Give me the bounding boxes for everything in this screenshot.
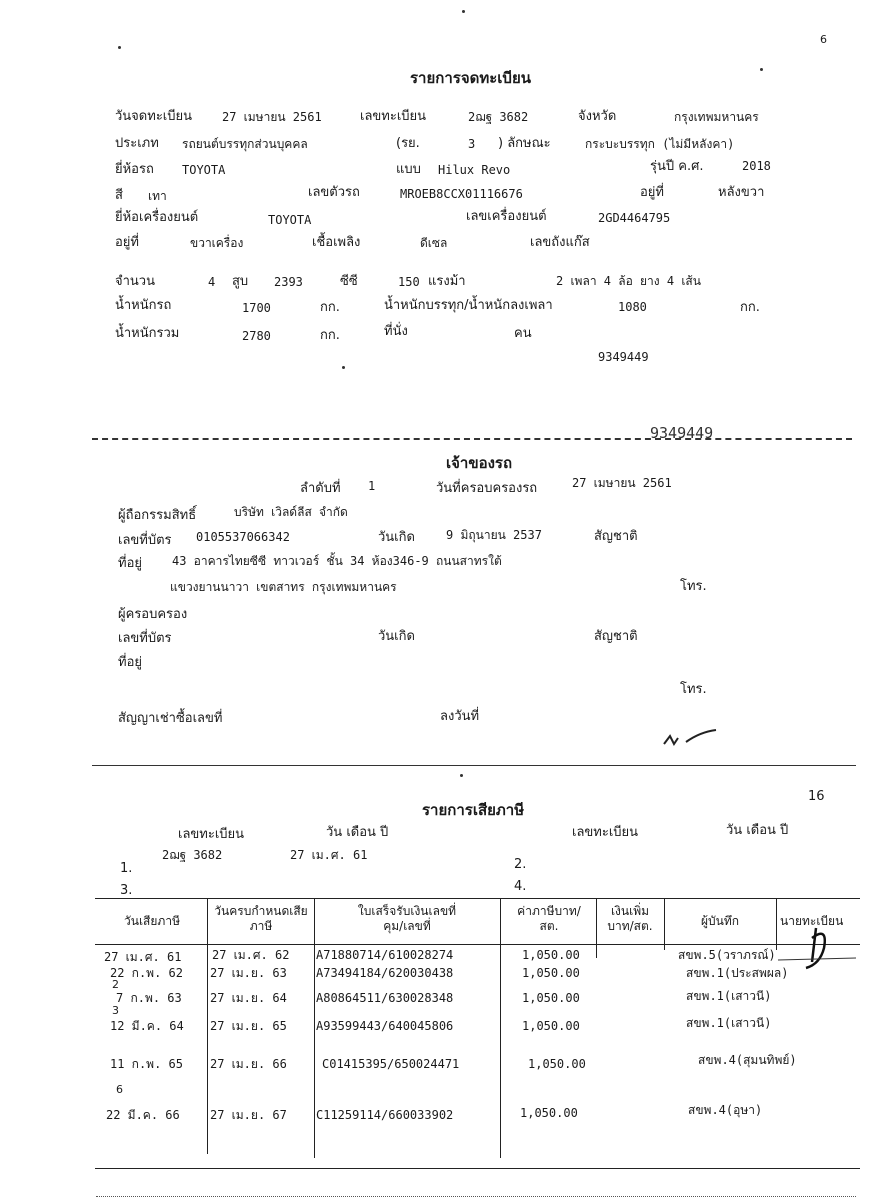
chassis-value: MROEB8CCX01116676: [400, 187, 523, 201]
row-paid-date: 27 เม.ศ. 61: [104, 950, 182, 964]
section-separator: [92, 765, 856, 766]
row-paid-date: 12 มี.ค. 64: [110, 1019, 184, 1033]
engine-number-label: เลขเครื่องยนต์: [466, 209, 547, 224]
possession-date-value: 27 เมษายน 2561: [572, 476, 672, 490]
scan-speck: [760, 68, 763, 71]
row-recorder: สขพ.4(สุมนทิพย์): [698, 1053, 797, 1067]
reg-number-value: 2ฌฐ 3682: [468, 110, 529, 124]
payload-value: 1080: [618, 300, 647, 314]
row-tax: 1,050.00: [522, 991, 580, 1005]
type-code-close: ) ลักษณะ: [498, 136, 551, 151]
owner-address-line2: แขวงยานนาวา เขตสาทร กรุงเทพมหานคร: [170, 580, 397, 594]
section-separator: [92, 438, 852, 440]
type-label: ประเภท: [115, 136, 159, 151]
type-code-number: 3: [468, 137, 476, 151]
row-due-date: 27 เม.ย. 66: [210, 1057, 287, 1071]
owner-id-label: เลขที่บัตร: [118, 533, 172, 548]
fuel-label: เชื้อเพลิง: [312, 235, 361, 250]
row-tax: 1,050.00: [522, 966, 580, 980]
engine-location-value: ขวาเครื่อง: [190, 236, 244, 250]
row-due-date: 27 เม.ย. 65: [210, 1019, 287, 1033]
row-tax: 1,050.00: [528, 1057, 586, 1071]
color-label: สี: [115, 188, 123, 203]
weight-label: น้ำหนักรถ: [115, 298, 172, 313]
owner-phone-label: โทร.: [680, 579, 707, 594]
fuel-value: ดีเซล: [420, 236, 448, 250]
row-recorder: สขพ.1(เสาวนี): [686, 989, 772, 1003]
payload-label: น้ำหนักบรรทุก/น้ำหนักลงเพลา: [384, 298, 553, 313]
table-header-rule: [95, 944, 860, 945]
row-due-date: 27 เม.ศ. 62: [212, 948, 290, 962]
owner-address-line1: 43 อาคารไทยซีซี ทาวเวอร์ ชั้น 34 ห้อง346-9 ถนนสาทรใต้: [172, 554, 502, 568]
tax-left-date: 27 เม.ศ. 61: [290, 848, 368, 862]
gross-weight-value: 2780: [242, 329, 271, 343]
header-receipt: ใบเสร็จรับเงินเลขที่คุม/เลขที่: [357, 904, 457, 933]
owner-address-label: ที่อยู่: [118, 556, 142, 571]
nature-value: กระบะบรรทุก (ไม่มีหลังคา): [585, 137, 735, 151]
table-col-rule: [500, 898, 501, 1158]
row-tax: 1,050.00: [520, 1106, 578, 1120]
tax-slot-2: 2.: [514, 857, 527, 872]
row-recorder: สขพ.1(เสาวนี): [686, 1016, 772, 1030]
table-top-rule: [95, 898, 860, 899]
cc-value: 2393: [274, 275, 303, 289]
row-paid-date: 22 มี.ค. 66: [106, 1108, 180, 1122]
row-receipt: C01415395/650024471: [322, 1057, 460, 1071]
owner-nationality-label: สัญชาติ: [594, 529, 638, 544]
reg-date-label: วันจดทะเบียน: [115, 109, 192, 124]
row-paid-date: 22 ก.พ. 62: [110, 966, 183, 980]
header-due-date: วันครบกำหนดเสียภาษี: [214, 904, 308, 933]
serial-number: 9349449: [598, 350, 649, 364]
cc-label: ซีซี: [340, 274, 358, 289]
type-code-open: (รย.: [396, 136, 420, 151]
owner-dob-label: วันเกิด: [378, 530, 415, 545]
row-paid-date: 7 ก.พ. 63: [116, 991, 182, 1005]
possession-date-label: วันที่ครอบครองรถ: [436, 481, 538, 496]
year-label: รุ่นปี ค.ศ.: [650, 159, 704, 174]
tax-slot-1: 1.: [120, 861, 133, 876]
scan-speck: [342, 366, 345, 369]
row-due-date: 27 เม.ย. 67: [210, 1108, 287, 1122]
sign-date-label: ลงวันที่: [440, 709, 480, 724]
payload-unit: กก.: [740, 300, 760, 315]
owner-dob-value: 9 มิถุนายน 2537: [446, 528, 542, 542]
color-value: เทา: [148, 189, 167, 203]
possessor-dob-label: วันเกิด: [378, 629, 415, 644]
row-tax: 1,050.00: [522, 1019, 580, 1033]
possessor-nationality-label: สัญชาติ: [594, 629, 638, 644]
possessor-phone-label: โทร.: [680, 682, 707, 697]
page-mark: 6: [820, 33, 827, 46]
row-recorder: สขพ.4(อุษา): [688, 1103, 763, 1117]
tax-left-regno: 2ฌฐ 3682: [162, 848, 223, 862]
gross-weight-unit: กก.: [320, 328, 340, 343]
tax-reg-label-right: เลขทะเบียน: [572, 825, 639, 840]
holder-label: ผู้ถือกรรมสิทธิ์: [118, 508, 197, 523]
scan-speck: [118, 46, 121, 49]
table-bottom-rule: [95, 1168, 860, 1169]
row-receipt: A73494184/620030438: [316, 966, 454, 980]
weight-unit: กก.: [320, 300, 340, 315]
seats-label: ที่นั่ง: [384, 324, 408, 339]
chassis-location-label: อยู่ที่: [640, 185, 664, 200]
row-due-date: 27 เม.ย. 63: [210, 966, 287, 980]
cylinders-unit: สูบ: [232, 274, 249, 289]
province-label: จังหวัด: [578, 109, 617, 124]
axle-value: 2 เพลา 4 ล้อ ยาง 4 เส้น: [556, 274, 701, 288]
header-recorder: ผู้บันทึก: [700, 914, 740, 928]
model-label: แบบ: [396, 162, 421, 177]
owner-id-value: 0105537066342: [196, 530, 290, 544]
row-tax: 1,050.00: [522, 948, 580, 962]
header-extra: เงินเพิ่มบาท/สต.: [607, 904, 653, 933]
row-receipt: C11259114/660033902: [316, 1108, 454, 1122]
tax-title: รายการเสียภาษี: [422, 801, 525, 819]
gas-tank-label: เลขถังแก๊ส: [530, 235, 590, 250]
scan-speck: [460, 774, 463, 777]
header-registrar: นายทะเบียน: [780, 914, 844, 928]
engine-location-label: อยู่ที่: [115, 235, 139, 250]
bottom-scan-edge: [96, 1196, 856, 1197]
chassis-location-value: หลังขวา: [718, 185, 765, 200]
registrar-signature: [776, 918, 860, 978]
reg-number-label: เลขทะเบียน: [360, 109, 427, 124]
weight-value: 1700: [242, 301, 271, 315]
row-paid-date: 11 ก.พ. 65: [110, 1057, 183, 1071]
cylinders-label: จำนวน: [115, 274, 155, 289]
possessor-label: ผู้ครอบครอง: [118, 607, 188, 622]
serial-number-faint: 9349449: [650, 424, 714, 442]
tax-date-label-right: วัน เดือน ปี: [726, 823, 789, 838]
cylinders-value: 4: [208, 275, 216, 289]
tax-reg-label-left: เลขทะเบียน: [178, 827, 245, 842]
seats-unit: คน: [514, 326, 532, 341]
signature-mark: [660, 728, 720, 750]
year-value: 2018: [742, 159, 771, 173]
province-value: กรุงเทพมหานคร: [674, 110, 759, 124]
row-receipt: A93599443/640045806: [316, 1019, 454, 1033]
model-value: Hilux Revo: [438, 163, 511, 177]
engine-number-value: 2GD4464795: [598, 211, 671, 225]
hire-purchase-label: สัญญาเช่าซื้อเลขที่: [118, 711, 223, 726]
registration-title: รายการจดทะเบียน: [410, 69, 531, 87]
possessor-id-label: เลขที่บัตร: [118, 631, 172, 646]
tax-slot-3: 3.: [120, 883, 133, 898]
reg-date-value: 27 เมษายน 2561: [222, 110, 322, 124]
row-receipt: A71880714/610028274: [316, 948, 454, 962]
row-index: 2: [112, 978, 119, 991]
horsepower-label: แรงม้า: [428, 274, 466, 289]
order-label: ลำดับที่: [300, 481, 341, 496]
tax-page-number: 16: [808, 789, 825, 804]
table-col-rule: [314, 898, 315, 1158]
table-col-rule: [596, 898, 597, 958]
chassis-label: เลขตัวรถ: [308, 185, 360, 200]
header-tax: ค่าภาษีบาท/สต.: [517, 904, 581, 933]
row-recorder: สขพ.5(วราภรณ์): [678, 948, 776, 962]
owner-title: เจ้าของรถ: [446, 454, 513, 472]
possessor-address-label: ที่อยู่: [118, 655, 142, 670]
row-receipt: A80864511/630028348: [316, 991, 454, 1005]
header-paid-date: วันเสียภาษี: [124, 914, 180, 928]
type-value: รถยนต์บรรทุกส่วนบุคคล: [182, 137, 308, 151]
table-col-rule: [207, 898, 208, 1154]
order-value: 1: [368, 479, 376, 493]
engine-brand-value: TOYOTA: [268, 213, 312, 227]
holder-value: บริษัท เวิลด์ลีส จำกัด: [234, 505, 348, 519]
engine-brand-label: ยี่ห้อเครื่องยนต์: [115, 210, 199, 225]
row-recorder: สขพ.1(ประสพผล): [686, 966, 789, 980]
brand-value: TOYOTA: [182, 163, 226, 177]
scan-speck: [462, 10, 465, 13]
row-index: 6: [116, 1083, 123, 1096]
brand-label: ยี่ห้อรถ: [115, 162, 154, 177]
horsepower-value: 150: [398, 275, 420, 289]
gross-weight-label: น้ำหนักรวม: [115, 326, 180, 341]
tax-slot-4: 4.: [514, 879, 527, 894]
row-due-date: 27 เม.ย. 64: [210, 991, 287, 1005]
tax-date-label-left: วัน เดือน ปี: [326, 825, 389, 840]
table-col-rule: [664, 898, 665, 950]
row-index: 3: [112, 1004, 119, 1017]
